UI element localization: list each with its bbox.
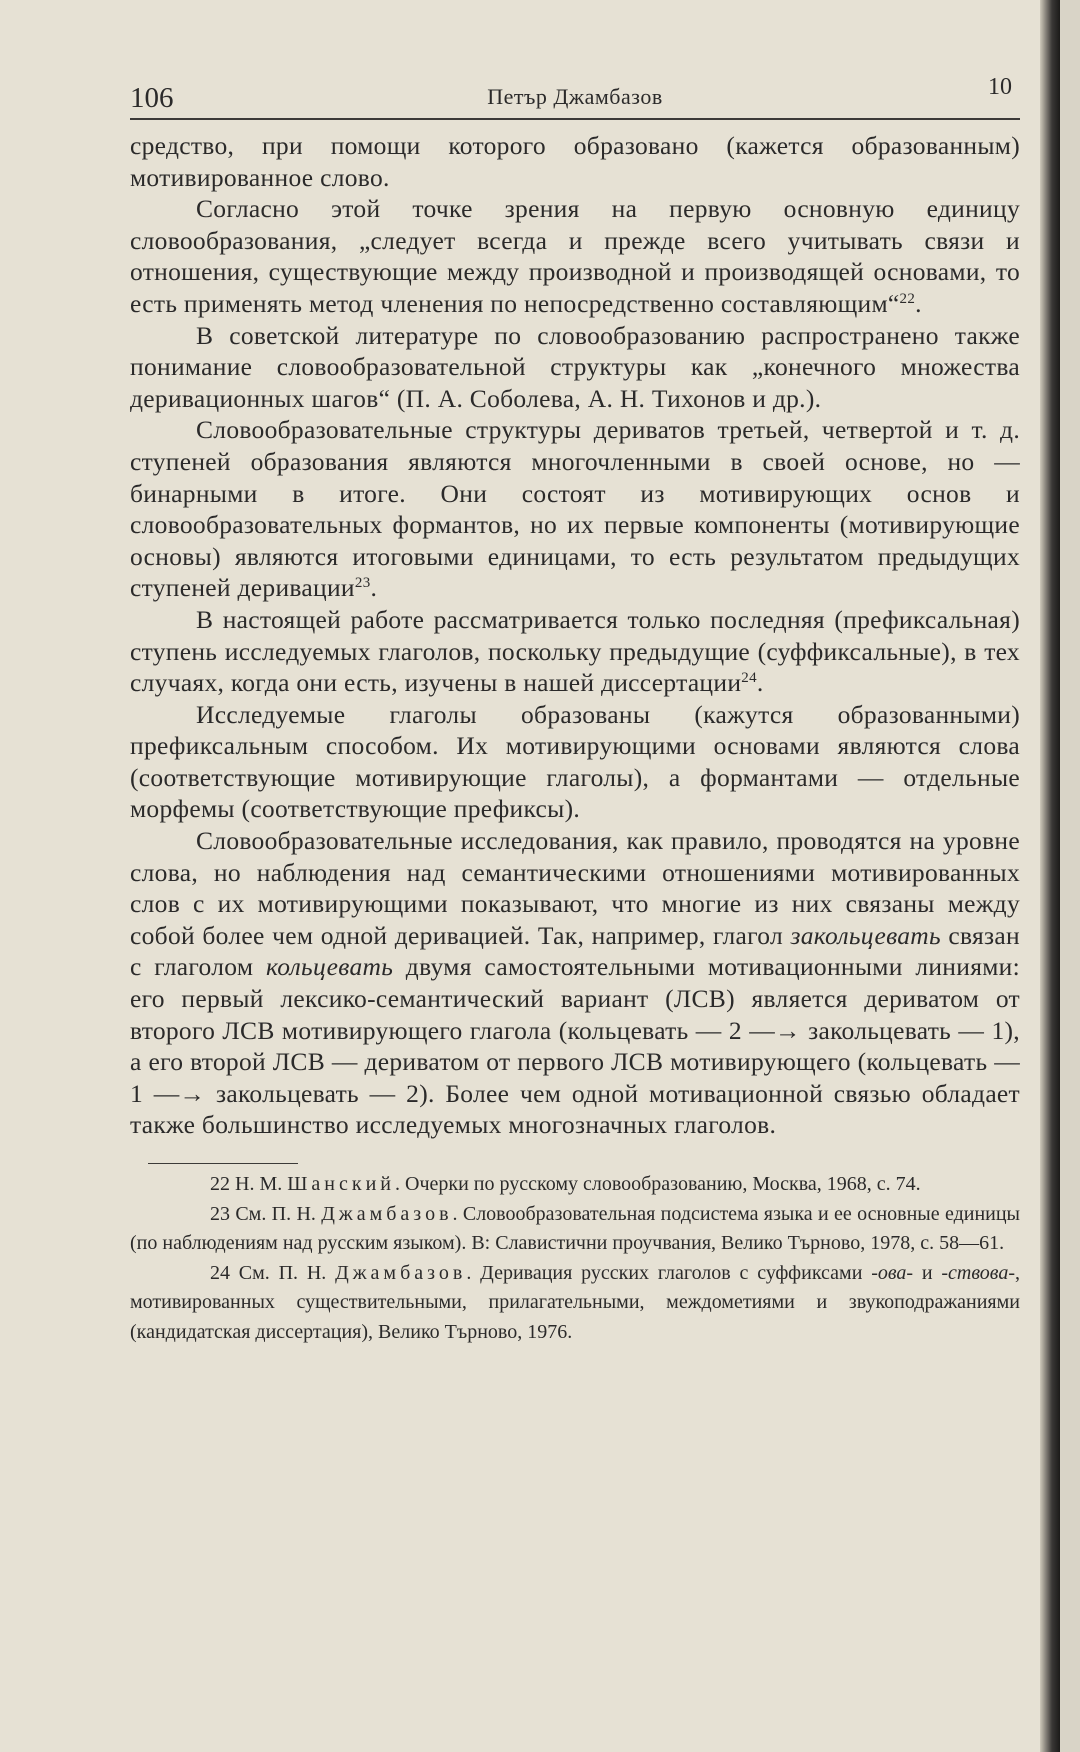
footnote-author: Джамбазов — [321, 1202, 453, 1225]
paragraph-text: В советской литературе по словообразованию распространено также понимание словообразовательной структуры как „конечного множества деривационных шагов“ (П. А. Соболева, А. Н. Тихонов и др.). — [130, 320, 1020, 413]
footnote-text: . Деривация русских глаголов с суффиксами — [466, 1261, 872, 1284]
italic-term: закольцевать — [790, 920, 941, 950]
footnote-24 — [130, 1259, 1020, 1348]
paragraph-text: связан с глаголом — [130, 920, 1020, 982]
paragraph-text: средство, при помощи которого образовано (кажется образованным) мотивированное слово. — [130, 131, 1020, 192]
footnote-number: 23 — [210, 1202, 230, 1225]
footnote-rule — [148, 1163, 298, 1164]
footnote-ref: 24 — [741, 670, 757, 687]
footnote-text: . Словообразовательная подсистема языка и ее основные единицы (по наблюдениям над русским языком). В: Славистични проучвания, Велико Търново, 1978, с. 58—61. — [130, 1202, 1020, 1254]
footnote-number: 22 — [210, 1173, 230, 1195]
paragraph-text: Согласно этой точке зрения на первую основную единицу словообразования, „следует всегда и прежде всего учитывать связи и отношения, существующие между производной и производящей основами, то есть применять метод членения по непосредственно составляющим“ — [130, 194, 1020, 318]
paragraph — [130, 130, 1020, 193]
paragraph-text: В настоящей работе рассматривается только последняя (префиксальная) ступень исследуемых глаголов, поскольку предыдущие (суффиксальные), в тех случаях, когда они есть, изучены в нашей диссертации — [130, 604, 1020, 698]
running-title: Петър Джамбазов — [487, 84, 663, 109]
footnote-text: См. П. Н. — [230, 1202, 322, 1225]
footnote-ref: 22 — [899, 290, 916, 307]
footnote-text: Н. М. — [230, 1173, 288, 1195]
paragraph-text: двумя самостоятельными мотивационными линиями: его первый лексико-семантический вариант (ЛСВ) является дериватом от второго ЛСВ мотивирующего глагола (кольцевать — 2 —→ закольцевать — 1), а его второй ЛСВ — дериватом от первого ЛСВ мотивирующего (кольцевать — 1 —→ закольцевать — 2). Более чем одной мотивационной связью обладает также большинство исследуемых многозначных глаголов. — [130, 952, 1020, 1140]
footnote-text: и — [913, 1261, 942, 1284]
footnote-text: , мотивированных существительными, прилагательными, междометиями и звукоподражаниями (кандидатская диссертация), Велико Търново, 1976. — [130, 1261, 1020, 1343]
paragraph: Словообразовательные структуры дериватов третьей, четвертой и т. д. ступеней образования являются многочленными в своей основе, но — бинарными в итоге. Они состоят из мотивирующих основ и словообразовательных формантов, но их первые компоненты (мотивирующие основы) являются итоговыми единицами, то есть результатом предыдущих ступеней деривации$^{23}$. — [130, 415, 1020, 603]
italic-term: кольцевать — [265, 952, 394, 982]
page-edge-shadow — [1040, 0, 1060, 1752]
page-number: 106 — [130, 82, 174, 114]
paragraph: В настоящей работе рассматривается только последняя (префиксальная) ступень исследуемых глаголов, поскольку предыдущие (суффиксальные), в тех случаях, когда они есть, изучены в нашей диссертации$^{24}$. — [130, 604, 1020, 698]
footnote-author: Джамбазов — [335, 1261, 467, 1284]
body-text — [130, 130, 1020, 1141]
footnote-author: Шанский — [287, 1173, 395, 1195]
footnotes — [130, 1163, 1020, 1347]
paragraph-text: Исследуемые глаголы образованы (кажутся образованными) префиксальным способом. Их мотивирующими основами являются слова (соответствующие мотивирующие глаголы), а формантами — отдельные морфемы (соответствующие префиксы). — [130, 699, 1020, 824]
footnote-text: . Очерки по русскому словообразованию, Москва, 1968, с. 74. — [395, 1173, 921, 1195]
italic-term: -ова- — [871, 1261, 914, 1284]
paragraph: Согласно этой точке зрения на первую основную единицу словообразования, „следует всегда и прежде всего учитывать связи и отношения, существующие между производной и производящей основами, то есть применять метод членения по непосредственно составляющим“$^{22}$. — [130, 194, 1020, 318]
footnote-text: См. П. Н. — [230, 1261, 336, 1284]
footnote-number: 24 — [210, 1261, 230, 1284]
footnote-23 — [130, 1200, 1020, 1259]
paragraph-text: Словообразовательные исследования, как правило, проводятся на уровне слова, но наблюдения над семантическими отношениями мотивированных слов с их мотивирующими показывают, что многие из них связаны между собой более чем одной деривацией. Так, например, глагол — [130, 826, 1020, 950]
corner-mark: 10 — [988, 74, 1012, 100]
paragraph — [130, 320, 1020, 415]
footnote-ref: 23 — [354, 575, 371, 592]
page-header — [130, 74, 1020, 120]
footnote-22 — [130, 1170, 1020, 1200]
paragraph — [130, 825, 1020, 1141]
italic-term: -ствова- — [941, 1261, 1015, 1284]
paragraph-text: Словообразовательные структуры дериватов третьей, четвертой и т. д. ступеней образования являются многочленными в своей основе, но — бинарными в итоге. Они состоят из мотивирующих основ и словообразовательных формантов, но их первые компоненты (мотивирующие основы) являются итоговыми единицами, то есть результатом предыдущих ступеней деривации — [130, 415, 1020, 603]
paragraph — [130, 699, 1020, 825]
